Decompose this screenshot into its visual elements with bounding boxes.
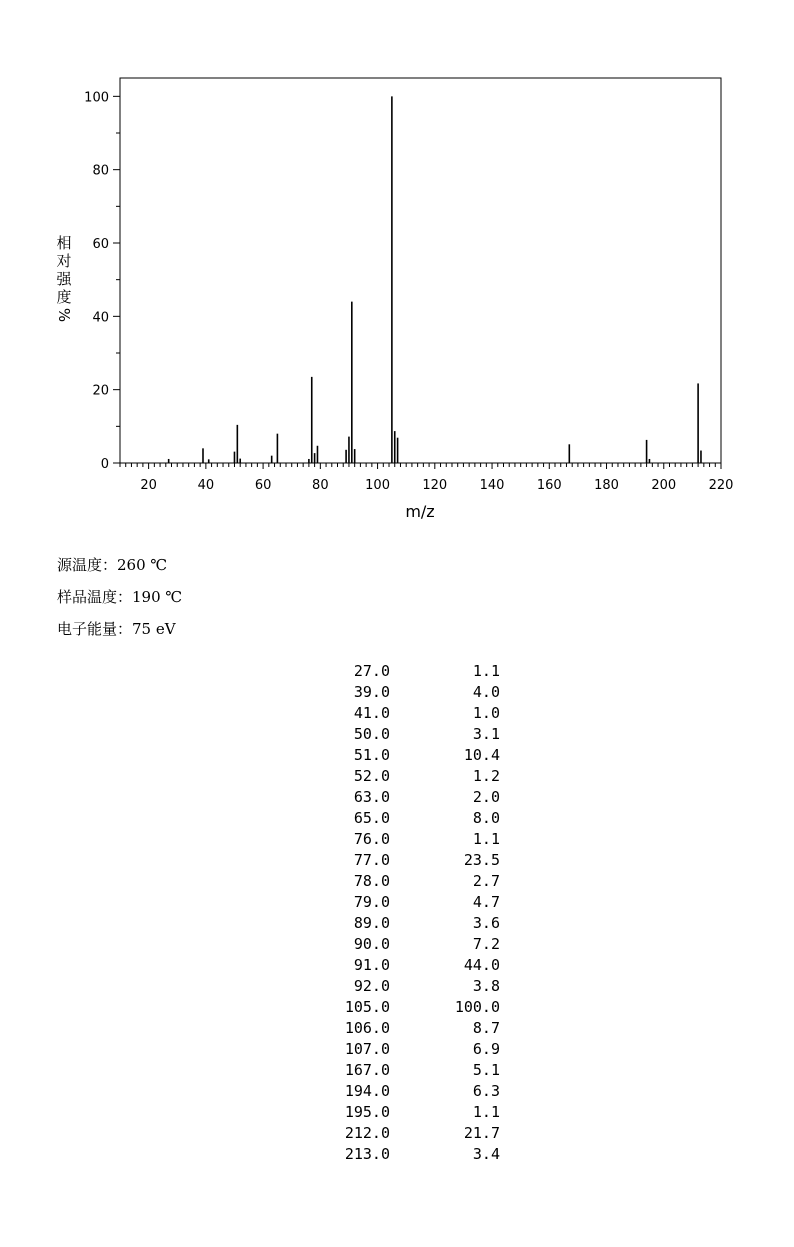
x-tick-label: 100 [365,478,390,493]
peak-row [330,976,500,997]
peak-intensity: 2.7 [472,872,500,890]
x-tick-label: 160 [536,478,562,493]
y-axis-label [54,234,74,324]
peak-mz: 41.0 [353,704,390,722]
peak-mz: 106.0 [344,1019,390,1037]
peak-row [330,682,500,703]
peak-intensity: 1.1 [472,662,500,680]
x-tick-label: 20 [140,478,157,493]
peak-intensity: 21.7 [463,1124,500,1142]
peak-intensity: 3.4 [472,1145,500,1163]
peak-row [330,787,500,808]
electron-energy: 电子能量：75 eV [57,620,176,638]
peak-row [330,1081,500,1102]
x-tick-label: 40 [197,478,215,493]
peak-intensity: 2.0 [472,788,500,806]
peak-table [330,661,500,1165]
x-tick-label: 180 [594,478,619,493]
peak-row [330,1102,500,1123]
peak-intensity: 3.8 [472,977,500,995]
peak-row [330,829,500,850]
peak-mz: 50.0 [353,725,390,743]
peak-intensity: 1.1 [472,1103,500,1121]
x-tick-label: 80 [312,478,329,493]
peak-row [330,1039,500,1060]
peak-mz: 194.0 [344,1082,390,1100]
peak-mz: 63.0 [353,788,390,806]
peak-row [330,892,500,913]
peak-mz: 195.0 [344,1103,390,1121]
x-axis [120,463,733,493]
peak-row [330,1018,500,1039]
y-axis-label-char: 强 [56,270,72,288]
peak-mz: 51.0 [353,746,390,764]
peak-intensity: 1.1 [472,830,500,848]
peak-intensity: 44.0 [463,956,500,974]
peak-row [330,745,500,766]
peak-row [330,1123,500,1144]
peak-mz: 52.0 [353,767,390,785]
peak-mz: 91.0 [353,956,390,974]
peak-mz: 167.0 [344,1061,390,1079]
peak-mz: 65.0 [353,809,390,827]
y-tick-label: 0 [100,457,109,472]
x-tick-label: 200 [651,478,677,493]
peak-row [330,871,500,892]
x-axis-label: m/z [405,502,435,521]
peak-row [330,997,500,1018]
y-axis-label-char: 对 [56,252,72,270]
peak-mz: 79.0 [353,893,390,911]
peak-intensity: 3.1 [472,725,500,743]
y-tick-label: 40 [92,310,109,326]
peak-intensity: 1.0 [472,704,500,722]
peak-row [330,955,500,976]
peak-row [330,808,500,829]
y-tick-label: 80 [92,163,109,179]
x-tick-label: 60 [254,478,272,493]
x-tick-label: 220 [708,478,734,493]
x-tick-label: 120 [422,478,448,493]
y-axis [84,90,120,472]
peak-mz: 107.0 [344,1040,390,1058]
peak-row [330,1060,500,1081]
peak-bars [169,96,701,463]
y-tick-label: 20 [92,383,109,399]
instrument-parameters [57,549,182,645]
y-tick-label: 60 [92,237,109,252]
peak-intensity: 4.0 [472,683,500,701]
peak-mz: 39.0 [353,683,390,701]
peak-row [330,661,500,682]
peak-mz: 89.0 [353,914,390,932]
peak-mz: 105.0 [344,998,390,1016]
peak-row [330,766,500,787]
peak-intensity: 23.5 [463,851,500,869]
peak-intensity: 5.1 [472,1061,500,1079]
x-tick-label: 140 [479,478,505,493]
peak-intensity: 8.7 [472,1019,500,1037]
peak-mz: 78.0 [353,872,390,890]
y-axis-label-char: 度 [56,288,72,306]
mass-spectrum-chart [0,0,794,530]
peak-mz: 212.0 [344,1124,390,1142]
peak-intensity: 1.2 [472,767,500,785]
y-tick-label: 100 [84,90,109,106]
peak-intensity: 6.3 [472,1082,500,1100]
peak-mz: 213.0 [344,1145,390,1163]
peak-row [330,934,500,955]
peak-mz: 90.0 [353,935,390,953]
peak-intensity: 6.9 [472,1040,500,1058]
peak-mz: 27.0 [353,662,390,680]
peak-row [330,1144,500,1165]
peak-intensity: 8.0 [472,809,500,827]
y-axis-label-unit: % [54,307,73,323]
peak-intensity: 4.7 [472,893,500,911]
peak-intensity: 3.6 [472,914,500,932]
peak-intensity: 10.4 [463,746,500,764]
peak-row [330,913,500,934]
peak-intensity: 100.0 [454,998,500,1016]
y-axis-label-char: 相 [56,234,72,252]
plot-frame [120,78,721,463]
peak-mz: 92.0 [353,977,390,995]
sample-temperature: 样品温度：190 ℃ [57,588,183,606]
peak-mz: 77.0 [353,851,390,869]
peak-mz: 76.0 [353,830,390,848]
peak-row [330,703,500,724]
source-temperature: 源温度：260 ℃ [57,556,168,574]
peak-row [330,724,500,745]
peak-intensity: 7.2 [472,935,500,953]
peak-row [330,850,500,871]
